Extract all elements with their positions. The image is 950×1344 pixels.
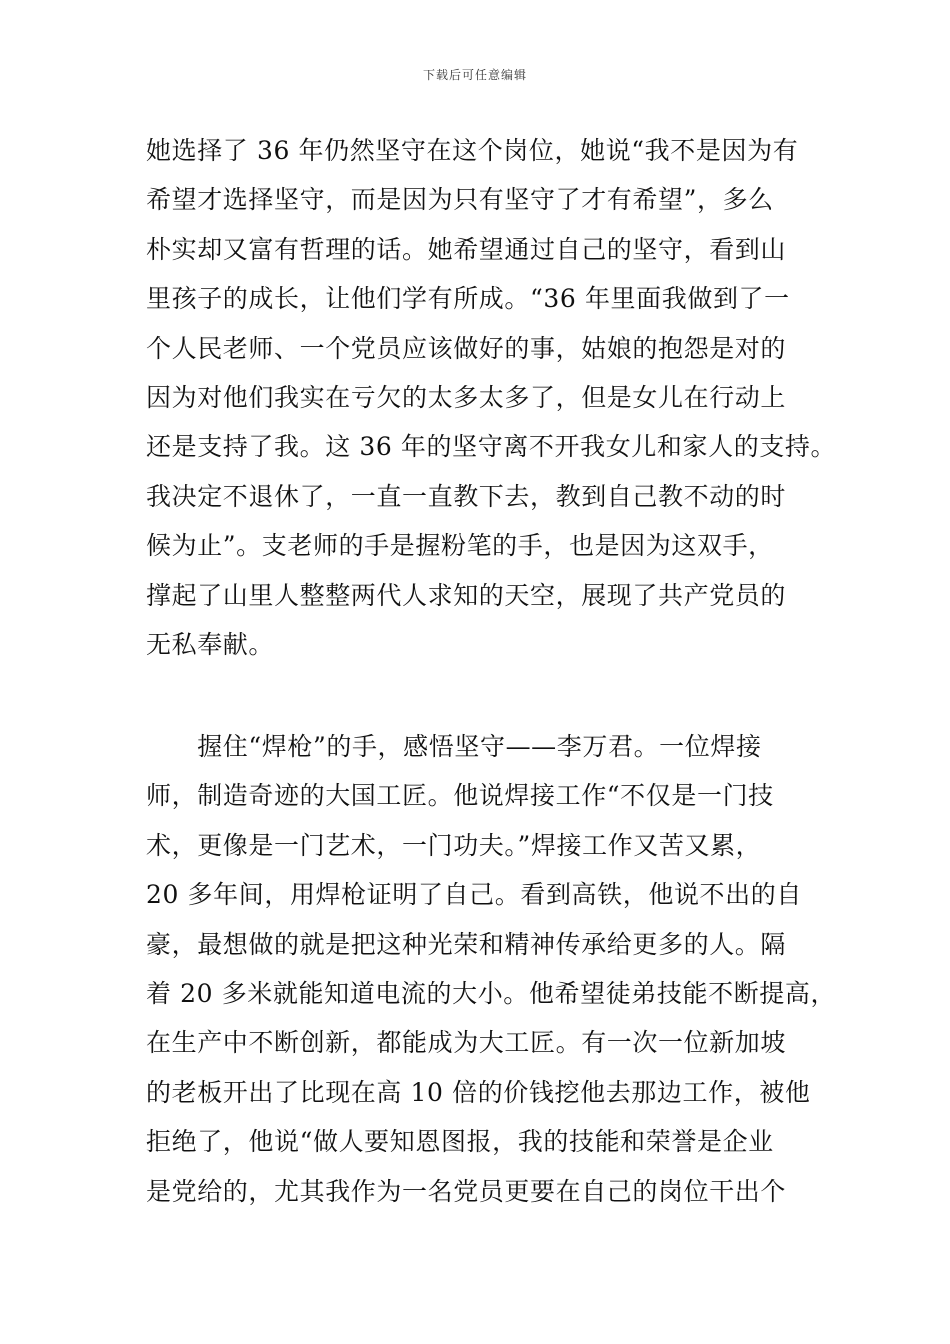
text-line: 的老板开出了比现在高 10 倍的价钱挖他去那边工作，被他 xyxy=(146,1077,811,1107)
text-line: 握住“焊枪”的手，感悟坚守——李万君。一位焊接 xyxy=(146,732,762,761)
text-line: 因为对他们我实在亏欠的太多太多了，但是女儿在行动上 xyxy=(146,382,787,412)
text-line: 着 20 多米就能知道电流的大小。他希望徒弟技能不断提高， xyxy=(146,978,837,1008)
text-line: 还是支持了我。这 36 年的坚守离不开我女儿和家人的支持。 xyxy=(146,432,837,462)
text-line: 20 多年间，用焊枪证明了自己。看到高铁，他说不出的自 xyxy=(146,880,802,910)
header-note: 下载后可任意编辑 xyxy=(422,68,527,82)
text-line: 是党给的，尤其我作为一名党员更要在自己的岗位干出个 xyxy=(146,1176,787,1206)
text-line: 豪，最想做的就是把这种光荣和精神传承给更多的人。隔 xyxy=(146,929,787,959)
text-line: 撑起了山里人整整两代人求知的天空，展现了共产党员的 xyxy=(146,580,787,610)
paragraph-2 xyxy=(146,722,837,1216)
text-line: 候为止”。支老师的手是握粉笔的手，也是因为这双手， xyxy=(146,531,774,561)
text-line: 她选择了 36 年仍然坚守在这个岗位，她说“我不是因为有 xyxy=(146,136,799,165)
text-line: 希望才选择坚守，而是因为只有坚守了才有希望”，多么 xyxy=(146,185,774,215)
text-line: 朴实却又富有哲理的话。她希望通过自己的坚守，看到山 xyxy=(146,234,787,264)
text-line: 里孩子的成长，让他们学有所成。“36 年里面我做到了一 xyxy=(146,284,790,314)
text-line: 无私奉献。 xyxy=(146,629,275,659)
text-line: 我决定不退休了，一直一直教下去，教到自己教不动的时 xyxy=(146,481,787,511)
text-line: 个人民老师、一个党员应该做好的事，姑娘的抱怨是对的 xyxy=(146,333,787,363)
text-line: 师，制造奇迹的大国工匠。他说焊接工作“不仅是一门技 xyxy=(146,781,774,811)
text-line: 术，更像是一门艺术，一门功夫。”焊接工作又苦又累， xyxy=(146,830,762,860)
paragraph-1 xyxy=(146,126,837,669)
text-line: 拒绝了，他说“做人要知恩图报，我的技能和荣誉是企业 xyxy=(146,1127,774,1157)
text-line: 在生产中不断创新，都能成为大工匠。有一次一位新加坡 xyxy=(146,1028,787,1058)
